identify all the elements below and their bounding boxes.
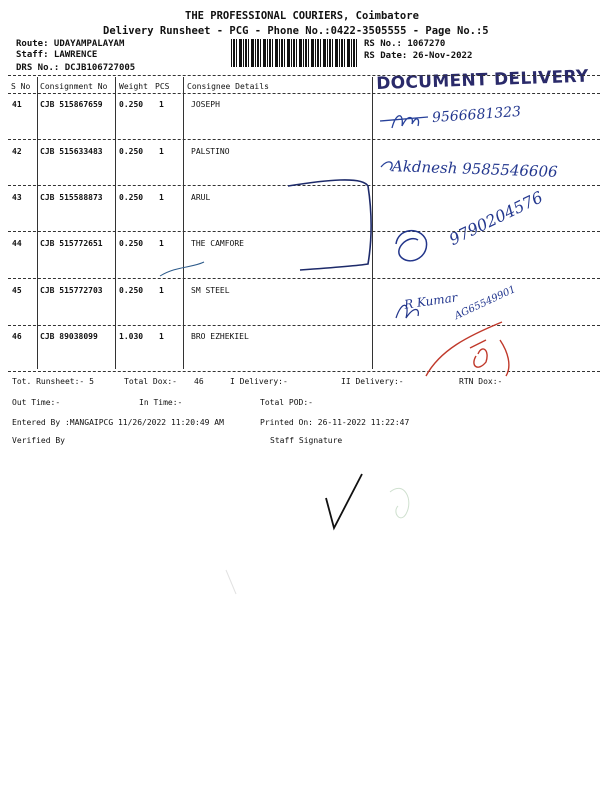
signature-scrawl: [380, 116, 428, 128]
company-line: THE PROFESSIONAL COURIERS, Coimbatore: [185, 10, 419, 22]
row-handwriting: Akdnesh 9585546606: [391, 157, 558, 181]
rs-date: RS Date: 26-Nov-2022: [364, 51, 473, 61]
verified-by: Verified By: [12, 436, 65, 445]
row-handwriting: 9790204576: [446, 187, 546, 250]
row-consignment: CJB 515867659: [40, 100, 103, 109]
row-consignee: BRO EZHEKIEL: [191, 332, 249, 341]
row-consignee: SM STEEL: [191, 286, 230, 295]
total-pod: Total POD:-: [260, 398, 313, 407]
staff-signature-label: Staff Signature: [270, 436, 343, 445]
signature-scrawl: [396, 305, 418, 318]
row-consignment: CJB 515772703: [40, 286, 103, 295]
rs-number: RS No.: 1067270: [364, 39, 446, 49]
header-pcs: PCS: [155, 82, 170, 91]
row-consignee: ARUL: [191, 193, 211, 202]
route: Route: UDAYAMPALAYAM: [16, 39, 125, 49]
row-pcs: 1: [159, 100, 164, 109]
row-handwriting: R Kumar: [403, 290, 459, 312]
row-sno: 46: [12, 332, 22, 341]
printed-on: Printed On: 26-11-2022 11:22:47: [260, 418, 410, 427]
row-pcs: 1: [159, 332, 164, 341]
tot-runsheet: Tot. Runsheet:- 5: [12, 377, 94, 386]
row-sno: 42: [12, 147, 22, 156]
signature-scrawl: [396, 231, 427, 261]
row-consignment: CJB 515588873: [40, 193, 103, 202]
row-consignee: PALSTINO: [191, 147, 230, 156]
ii-delivery: II Delivery:-: [341, 377, 404, 386]
row-pcs: 1: [159, 239, 164, 248]
drs-number: DRS No.: DCJB106727005: [16, 63, 136, 73]
row-consignment: CJB 515772651: [40, 239, 103, 248]
row-sno: 41: [12, 100, 22, 109]
row-weight: 0.250: [119, 193, 144, 202]
i-delivery: I Delivery:-: [230, 377, 288, 386]
tick-mark: [326, 474, 362, 528]
row-consignee: THE CAMFORE: [191, 239, 244, 248]
row-weight: 1.030: [119, 332, 144, 341]
row-weight: 0.250: [119, 286, 144, 295]
document-delivery-stamp: DOCUMENT DELIVERY: [376, 66, 589, 94]
staff: Staff: LAWRENCE: [16, 50, 98, 60]
row-pcs: 1: [159, 286, 164, 295]
row-consignee: JOSEPH: [191, 100, 220, 109]
total-dox-value: 46: [194, 377, 204, 386]
faint-mark: [226, 570, 236, 594]
total-dox-label: Total Dox:-: [124, 377, 177, 386]
header-consignment: Consignment No: [40, 82, 108, 91]
rtn-dox: RTN Dox:-: [459, 377, 503, 386]
row-weight: 0.250: [119, 100, 144, 109]
row-consignment: CJB 515633483: [40, 147, 103, 156]
row-sno: 43: [12, 193, 22, 202]
row-handwriting: 9566681323: [431, 103, 522, 127]
pen-stroke: [160, 262, 204, 276]
signature-scrawl: [381, 162, 392, 170]
runsheet-title: Delivery Runsheet - PCG - Phone No.:0422-3505555 - Page No.:5: [103, 25, 489, 37]
header-weight: Weight: [119, 82, 148, 91]
row-pcs: 1: [159, 193, 164, 202]
header-sno: S No: [11, 82, 31, 91]
faint-mark: [390, 488, 409, 518]
row-consignment: CJB 89038099: [40, 332, 98, 341]
row-weight: 0.250: [119, 147, 144, 156]
bracket-mark: [288, 180, 371, 270]
in-time: In Time:-: [139, 398, 183, 407]
row-pcs: 1: [159, 147, 164, 156]
row-weight: 0.250: [119, 239, 144, 248]
header-consignee: Consignee Details: [187, 82, 269, 91]
row-sno: 44: [12, 239, 22, 248]
entered-by: Entered By :MANGAIPCG 11/26/2022 11:20:49 AM: [12, 418, 224, 427]
red-ink-signature: [426, 322, 509, 376]
row-sno: 45: [12, 286, 22, 295]
out-time: Out Time:-: [12, 398, 61, 407]
row-handwriting: AG65549901: [453, 284, 518, 322]
